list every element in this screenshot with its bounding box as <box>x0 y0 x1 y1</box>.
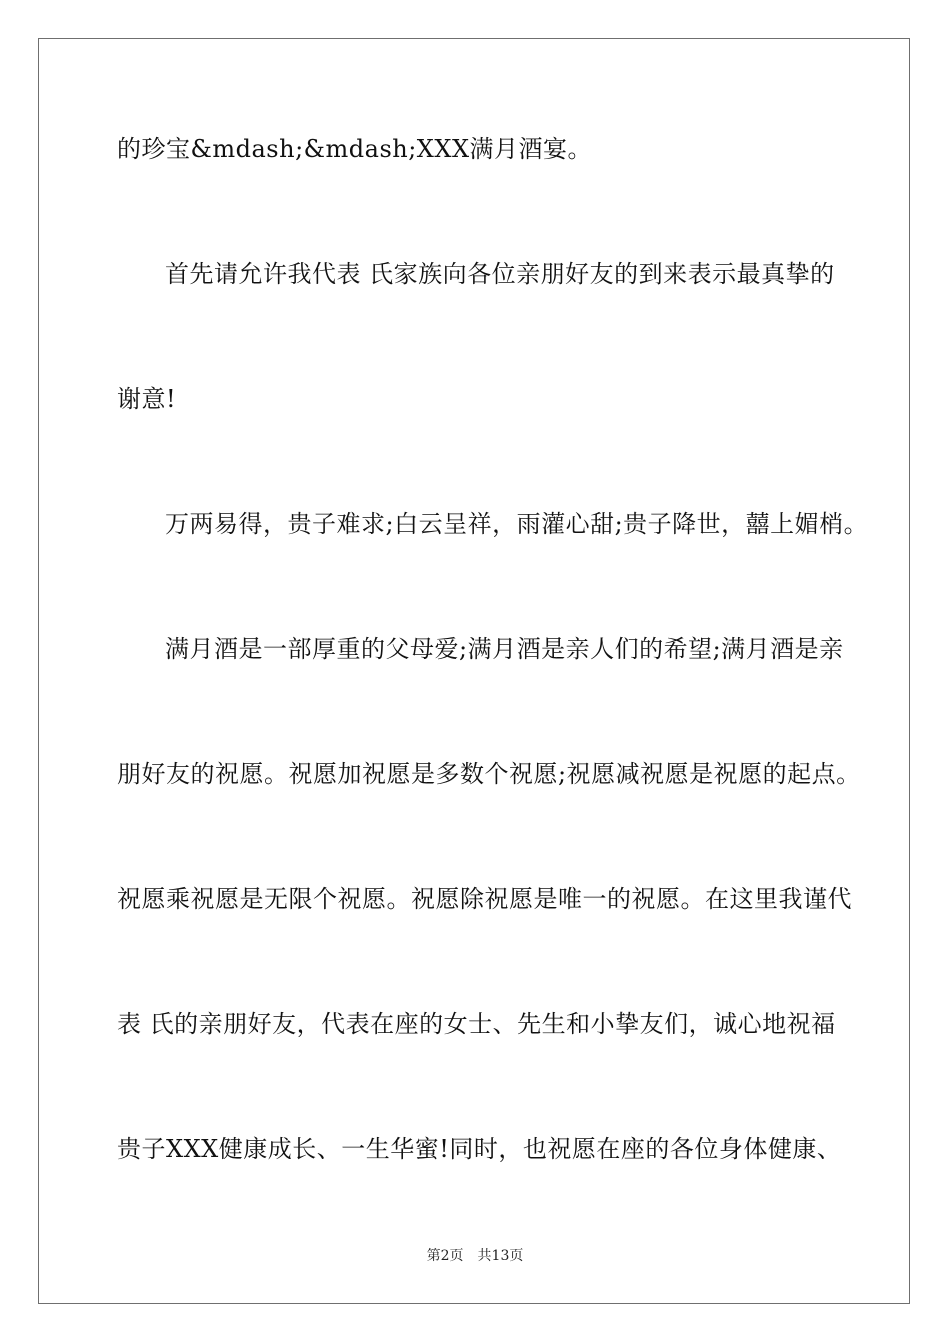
paragraph-line: 的珍宝&mdash;&mdash;XXX满月酒宴。 <box>117 135 593 163</box>
paragraph-line: 朋好友的祝愿。祝愿加祝愿是多数个祝愿;祝愿减祝愿是祝愿的起点。 <box>117 760 861 788</box>
paragraph-line: 谢意! <box>117 385 177 413</box>
paragraph-line: 首先请允许我代表 氏家族向各位亲朋好友的到来表示最真挚的 <box>165 260 835 288</box>
page-number-footer: 第2页 共13页 <box>426 1248 524 1264</box>
paragraph-line: 满月酒是一部厚重的父母爱;满月酒是亲人们的希望;满月酒是亲 <box>165 635 844 663</box>
paragraph-line: 表 氏的亲朋好友，代表在座的女士、先生和小挚友们，诚心地祝福 <box>117 1010 836 1038</box>
page-border <box>38 38 910 1304</box>
paragraph-line: 贵子XXX健康成长、一生华蜜!同时，也祝愿在座的各位身体健康、 <box>117 1135 842 1163</box>
paragraph-line: 祝愿乘祝愿是无限个祝愿。祝愿除祝愿是唯一的祝愿。在这里我谨代 <box>117 885 852 913</box>
paragraph-line: 万两易得，贵子难求;白云呈祥，雨灌心甜;贵子降世，囍上媚梢。 <box>165 510 869 538</box>
